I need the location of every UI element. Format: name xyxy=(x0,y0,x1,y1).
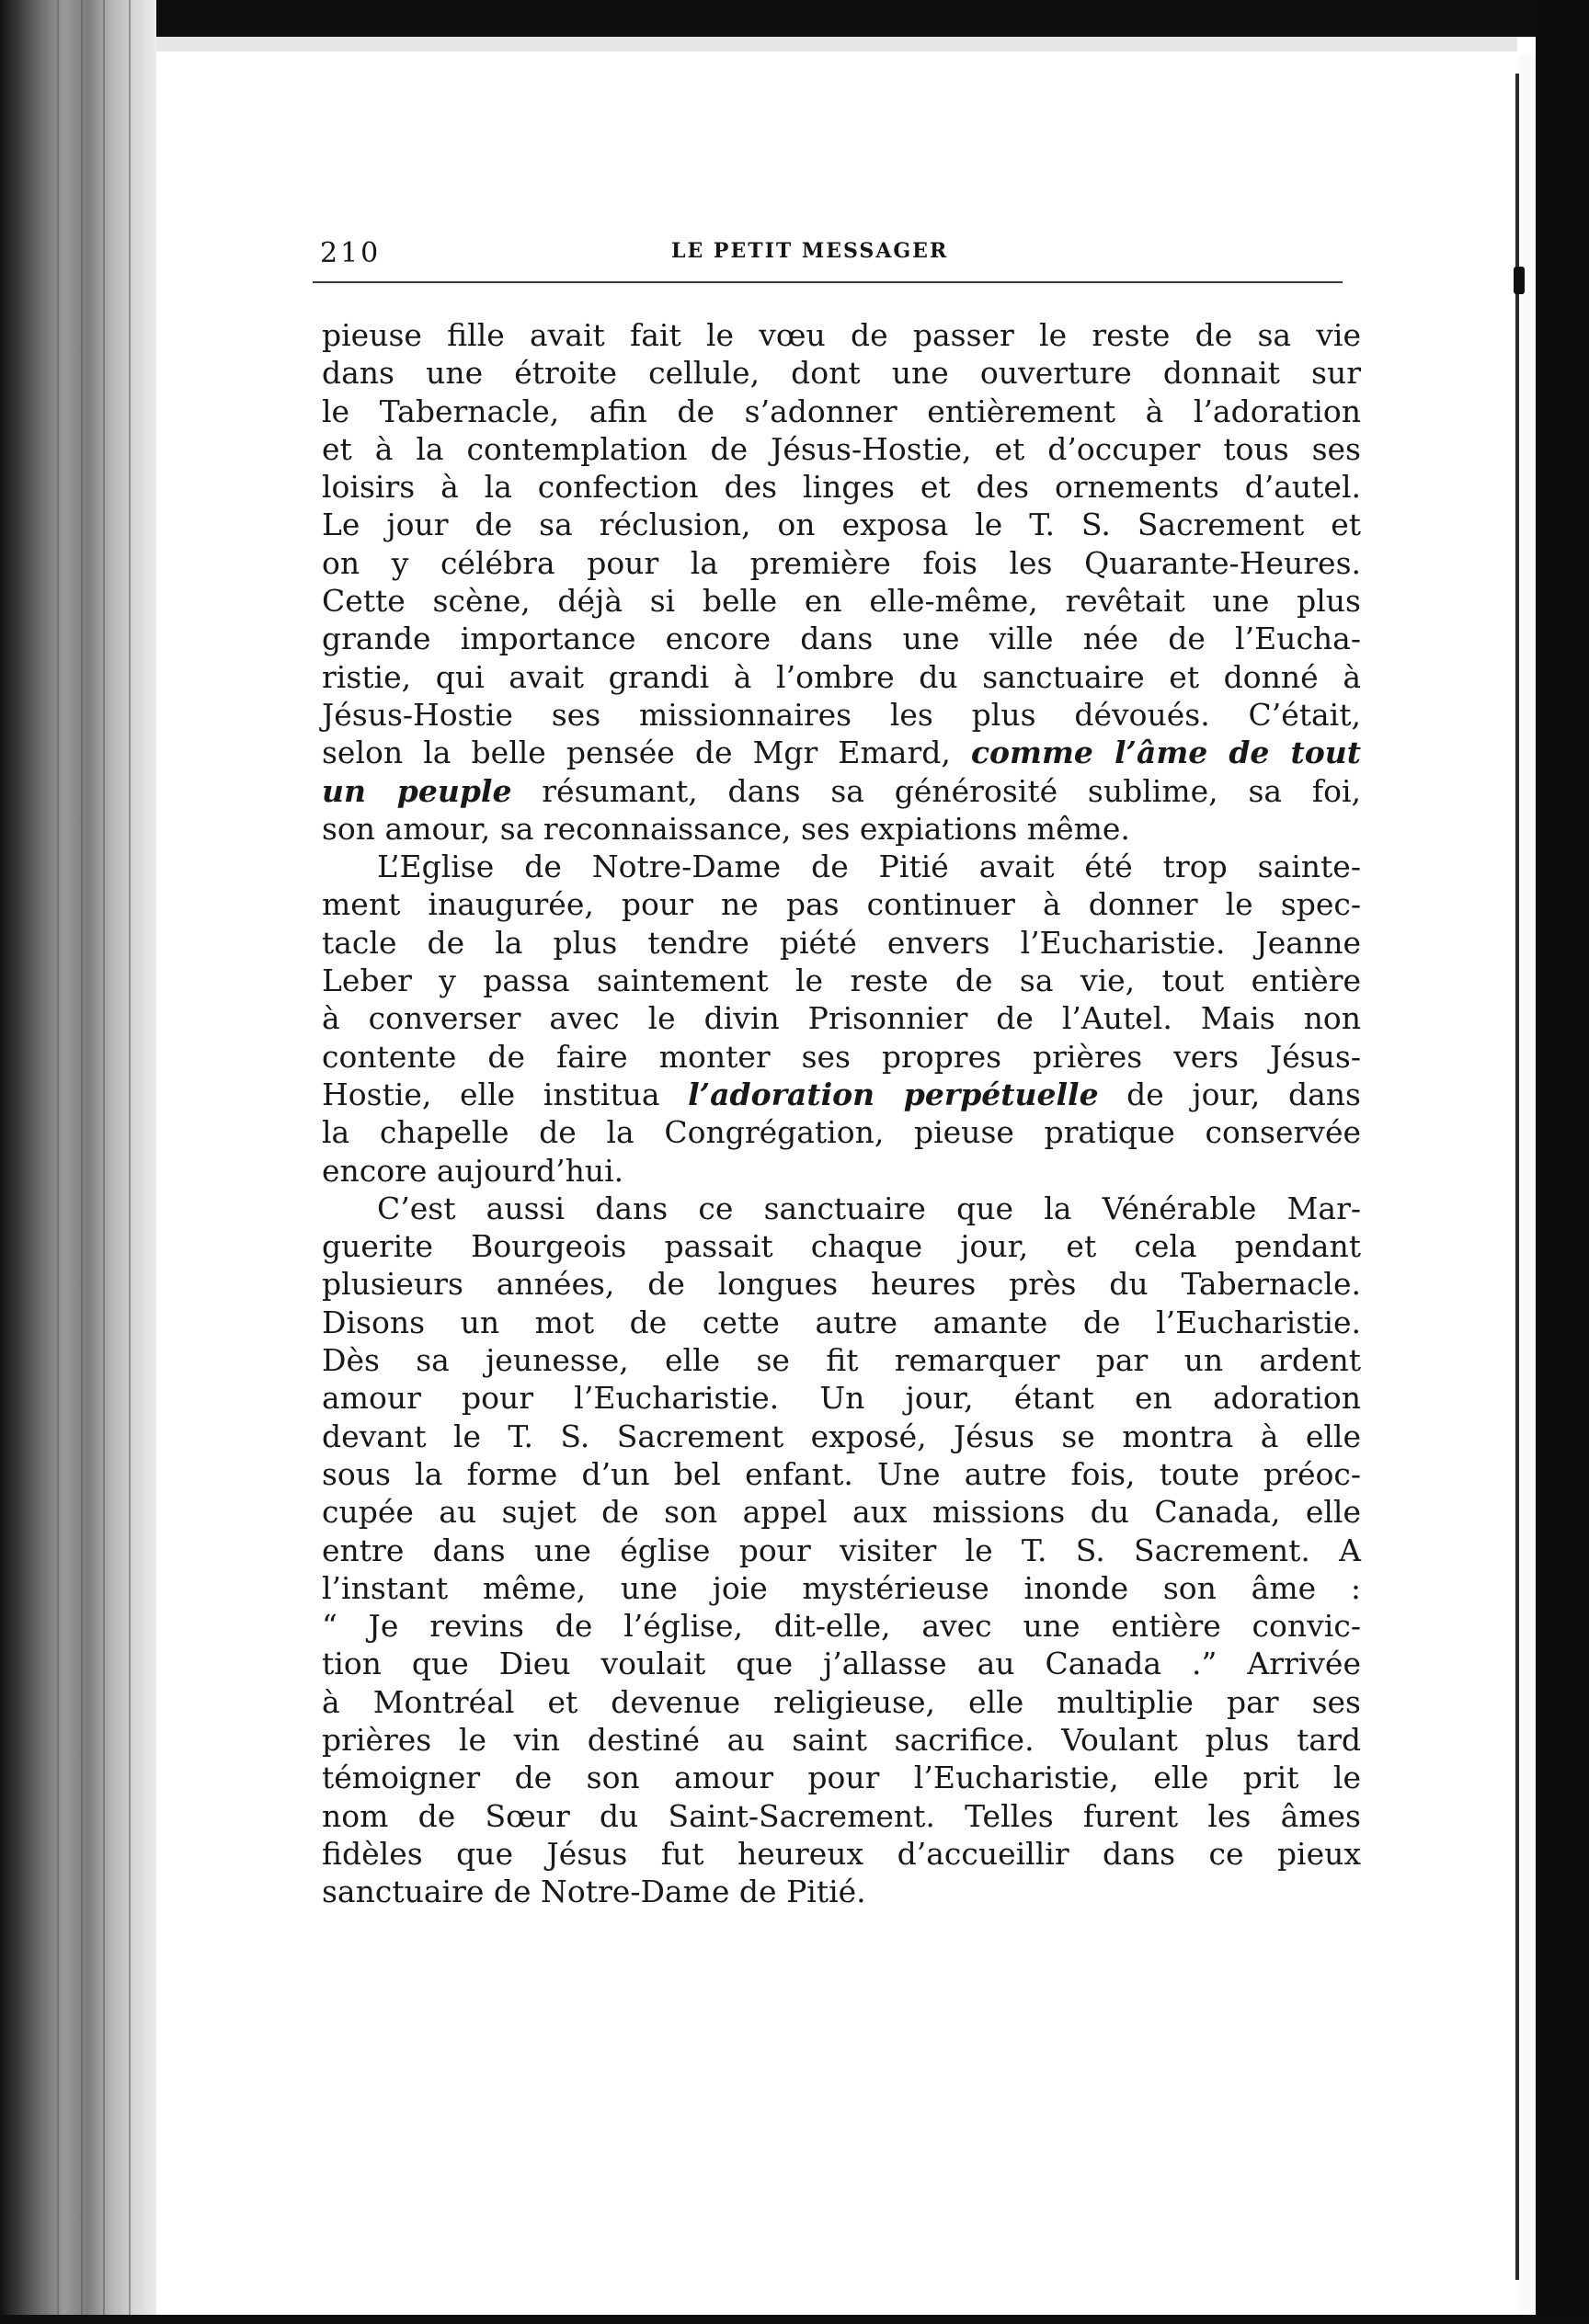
text-run: plusieurs années, de longues heures près du Tabernacle. xyxy=(322,1266,1361,1303)
italic-phrase: comme l’âme de tout xyxy=(970,735,1361,771)
text-run: pieuse fille avait fait le vœu de passer le reste de sa vie xyxy=(322,317,1361,353)
text-line xyxy=(322,1797,1361,1835)
text-line xyxy=(322,430,1361,468)
text-run: loisirs à la confection des linges et des ornements d’autel. xyxy=(322,469,1361,506)
text-line xyxy=(322,772,1361,810)
text-line xyxy=(322,468,1361,506)
scan-right-margin xyxy=(1519,55,1536,2324)
text-run: Hostie, elle institua xyxy=(322,1076,689,1112)
text-line xyxy=(322,354,1361,392)
text-run: grande importance encore dans une ville née de l’Eucha- xyxy=(322,621,1361,657)
text-line xyxy=(322,1076,1361,1113)
text-line xyxy=(322,1569,1361,1607)
text-run: contente de faire monter ses propres prières vers Jésus- xyxy=(322,1038,1361,1075)
text-line xyxy=(322,1873,1361,1910)
book-page-edges xyxy=(0,0,156,2324)
text-line xyxy=(322,696,1361,734)
text-run: “ Je revins de l’église, dit-elle, avec une entière convic- xyxy=(322,1608,1361,1645)
text-run: Le jour de sa réclusion, on exposa le T. S. Sacrement et xyxy=(322,507,1361,543)
paragraph xyxy=(322,1190,1361,1911)
text-line xyxy=(322,1493,1361,1531)
text-run: tacle de la plus tendre piété envers l’Eucharistie. Jeanne xyxy=(322,924,1361,961)
scan-right-border xyxy=(1536,0,1589,2324)
text-run: Dès sa jeunesse, elle se fit remarquer par un ardent xyxy=(322,1342,1361,1379)
text-line xyxy=(322,1038,1361,1076)
text-line xyxy=(322,1227,1361,1265)
text-run: à Montréal et devenue religieuse, elle multiplie par ses xyxy=(322,1683,1361,1720)
scan-top-edge xyxy=(156,37,1517,51)
text-line xyxy=(322,1455,1361,1493)
text-run: nom de Sœur du Saint-Sacrement. Telles furent les âmes xyxy=(322,1797,1361,1834)
text-run: devant le T. S. Sacrement exposé, Jésus se montra à elle xyxy=(322,1418,1361,1454)
text-line xyxy=(322,924,1361,962)
text-line xyxy=(322,1190,1361,1227)
text-run: guerite Bourgeois passait chaque jour, et cela pendant xyxy=(322,1228,1361,1265)
body-text xyxy=(322,316,1361,1910)
paragraph xyxy=(322,316,1361,848)
text-line xyxy=(322,1152,1361,1190)
text-run: sanctuaire de Notre-Dame de Pitié. xyxy=(322,1874,866,1910)
text-line xyxy=(322,620,1361,657)
text-line xyxy=(322,1607,1361,1645)
text-line xyxy=(322,1418,1361,1455)
text-run: Jésus-Hostie ses missionnaires les plus dévoués. C’était, xyxy=(322,696,1361,733)
text-line xyxy=(322,962,1361,999)
text-run: fidèles que Jésus fut heureux d’accueillir dans ce pieux xyxy=(322,1835,1361,1872)
text-line xyxy=(322,393,1361,430)
text-line xyxy=(322,1379,1361,1417)
text-run: sous la forme d’un bel enfant. Une autre fois, toute préoc- xyxy=(322,1455,1361,1492)
text-run: entre dans une église pour visiter le T. S. Sacrement. A xyxy=(322,1532,1361,1568)
header-rule xyxy=(313,281,1343,283)
scan-bottom-border xyxy=(0,2315,1589,2324)
text-run: Disons un mot de cette autre amante de l’Eucharistie. xyxy=(322,1304,1361,1340)
text-line xyxy=(322,1113,1361,1151)
text-run: et à la contemplation de Jésus-Hostie, et d’occuper tous ses xyxy=(322,430,1361,467)
italic-phrase: l’adoration perpétuelle xyxy=(688,1076,1099,1112)
text-line xyxy=(322,885,1361,923)
text-run: L’Eglise de Notre-Dame de Pitié avait été trop sainte- xyxy=(377,849,1361,885)
page-number: 210 xyxy=(320,237,382,269)
text-run: résumant, dans sa générosité sublime, sa foi, xyxy=(511,772,1361,809)
text-run: son amour, sa reconnaissance, ses expiations même. xyxy=(322,810,1130,847)
text-line xyxy=(322,1304,1361,1341)
text-run: Cette scène, déjà si belle en elle-même, revêtait une plus xyxy=(322,583,1361,620)
text-run: l’instant même, une joie mystérieuse inonde son âme : xyxy=(322,1569,1361,1606)
text-run: ristie, qui avait grandi à l’ombre du sanctuaire et donné à xyxy=(322,658,1361,695)
text-line xyxy=(322,582,1361,620)
text-line xyxy=(322,1759,1361,1796)
text-line xyxy=(322,316,1361,354)
text-line xyxy=(322,1835,1361,1873)
text-run: C’est aussi dans ce sanctuaire que la Vénérable Mar- xyxy=(377,1190,1361,1226)
text-run: encore aujourd’hui. xyxy=(322,1152,624,1189)
text-line xyxy=(322,658,1361,696)
text-line xyxy=(322,544,1361,582)
text-line xyxy=(322,734,1361,771)
book-page xyxy=(313,221,1361,1910)
paragraph xyxy=(322,848,1361,1190)
text-line xyxy=(322,506,1361,543)
text-line xyxy=(322,1721,1361,1759)
scan-right-line xyxy=(1515,74,1519,2280)
italic-phrase: un peuple xyxy=(322,772,512,809)
scan-top-border xyxy=(0,0,1589,37)
text-run: la chapelle de la Congrégation, pieuse pratique conservée xyxy=(322,1114,1361,1151)
text-run: amour pour l’Eucharistie. Un jour, étant en adoration xyxy=(322,1380,1361,1417)
text-run: ment inaugurée, pour ne pas continuer à donner le spec- xyxy=(322,886,1361,923)
text-run: le Tabernacle, afin de s’adonner entièrement à l’adoration xyxy=(322,393,1361,429)
text-run: de jour, dans xyxy=(1098,1076,1361,1112)
text-run: à converser avec le divin Prisonnier de l’Autel. Mais non xyxy=(322,1000,1361,1037)
text-run: selon la belle pensée de Mgr Emard, xyxy=(322,735,971,771)
running-title: LE PETIT MESSAGER xyxy=(671,239,949,263)
text-line xyxy=(322,999,1361,1037)
text-run: on y célébra pour la première fois les Quarante-Heures. xyxy=(322,544,1361,581)
text-run: prières le vin destiné au saint sacrifice. Voulant plus tard xyxy=(322,1721,1361,1758)
text-line xyxy=(322,1265,1361,1303)
text-run: tion que Dieu voulait que j’allasse au Canada .” Arrivée xyxy=(322,1646,1361,1682)
running-head xyxy=(313,221,1361,276)
scan-right-notch xyxy=(1514,267,1525,294)
text-run: témoigner de son amour pour l’Eucharistie, elle prit le xyxy=(322,1760,1361,1796)
text-line xyxy=(322,848,1361,885)
text-run: dans une étroite cellule, dont une ouverture donnait sur xyxy=(322,355,1361,392)
text-line xyxy=(322,810,1361,848)
text-run: cupée au sujet de son appel aux missions du Canada, elle xyxy=(322,1494,1361,1531)
text-line xyxy=(322,1341,1361,1379)
text-line xyxy=(322,1532,1361,1569)
text-line xyxy=(322,1683,1361,1721)
text-line xyxy=(322,1645,1361,1682)
text-run: Leber y passa saintement le reste de sa vie, tout entière xyxy=(322,963,1361,999)
